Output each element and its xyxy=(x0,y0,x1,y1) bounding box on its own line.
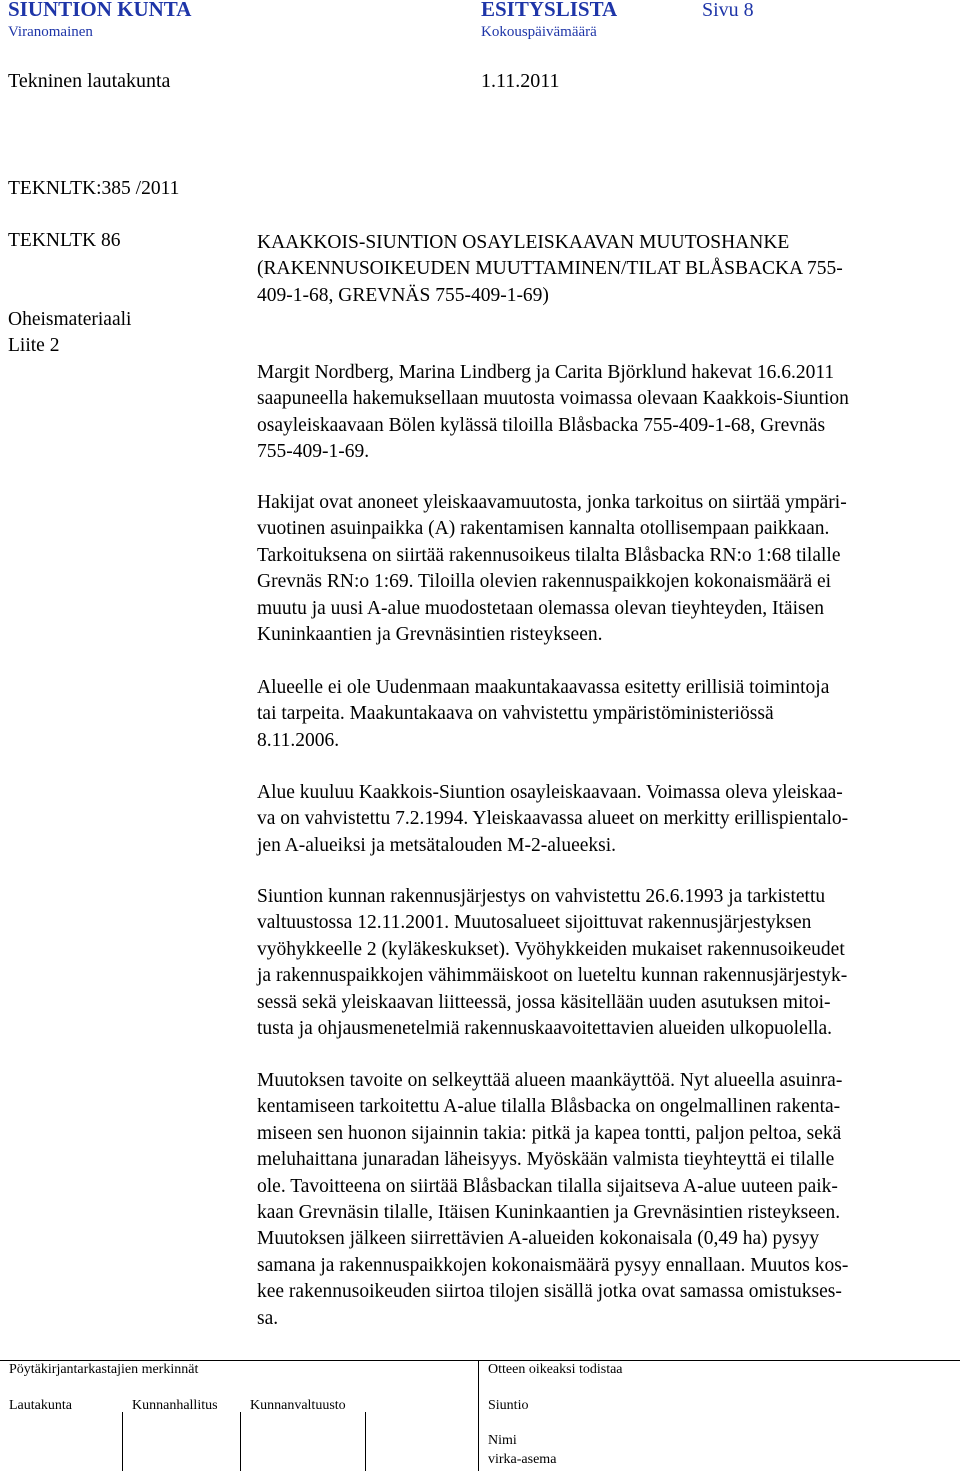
paragraph-line: meluhaittana junaradan läheisyys. Myöskään valmista tieyhteyttä ei tilalle xyxy=(257,1149,835,1171)
paragraph-line: vyöhykkeelle 2 (kyläkeskukset). Vyöhykkeiden mukaiset rakennusoikeudet xyxy=(257,938,845,960)
paragraph xyxy=(257,360,945,466)
paragraph xyxy=(257,884,945,1042)
date-label: Kokouspäivämäärä xyxy=(481,24,597,40)
item-title-line: (RAKENNUSOIKEUDEN MUUTTAMINEN/TILAT BLÅSBACKA 755- xyxy=(257,258,843,280)
paragraph-line: Kuninkaantien ja Grevnäsintien risteykseen. xyxy=(257,624,603,646)
footer-position-label: virka-asema xyxy=(488,1452,557,1467)
paragraph xyxy=(257,1068,945,1332)
paragraph-line: valtuustossa 12.11.2001. Muutosalueet sijoittuvat rakennusjärjestyksen xyxy=(257,912,812,934)
footer-body-kunnanhallitus: Kunnanhallitus xyxy=(132,1398,218,1413)
paragraph-line: kee rakennusoikeuden siirtoa tilojen sisällä jotka ovat samassa omistukses- xyxy=(257,1281,842,1303)
footer-column-divider xyxy=(240,1412,241,1471)
paragraph-line: 8.11.2006. xyxy=(257,729,340,751)
paragraph-line: Alueelle ei ole Uudenmaan maakuntakaavassa esitetty erillisiä toimintoja xyxy=(257,677,830,698)
attachment-label: Oheismateriaali xyxy=(8,309,132,330)
paragraph-line: ja rakennuspaikkojen vähimmäiskoot on lueteltu kunnan rakennusjärjestyk- xyxy=(257,965,848,987)
reviewers-label: Pöytäkirjantarkastajien merkinnät xyxy=(9,1362,199,1377)
item-title-line: 409-1-68, GREVNÄS 755-409-1-69) xyxy=(257,284,549,306)
org-name: SIUNTION KUNTA xyxy=(8,0,192,21)
item-title xyxy=(257,230,945,309)
footer-column-divider xyxy=(365,1412,366,1471)
paragraph-line: samana ja rakennuspaikkojen kokonaismäärä pysyy ennallaan. Muutos kos- xyxy=(257,1254,849,1276)
document-type: ESITYSLISTA xyxy=(481,0,618,21)
item-title-line: KAAKKOIS-SIUNTION OSAYLEISKAAVAN MUUTOSHANKE xyxy=(257,232,790,253)
footer-name-label: Nimi xyxy=(488,1433,517,1448)
paragraph-line: jen A-alueiksi ja metsätalouden M-2-alueeksi. xyxy=(257,834,617,856)
footer-body-kunnanvaltuusto: Kunnanvaltuusto xyxy=(250,1398,346,1413)
item-number: TEKNLTK 86 xyxy=(8,230,121,251)
footer-place: Siuntio xyxy=(488,1398,529,1413)
paragraph xyxy=(257,675,945,754)
paragraph-line: Grevnäs RN:o 1:69. Tiloilla olevien rakennuspaikkojen kokonaismäärä ei xyxy=(257,571,832,593)
page-number: Sivu 8 xyxy=(702,0,754,21)
paragraph-line: sessä sekä yleiskaavan liitteessä, jossa käsitellään uuden asutuksen mitoi- xyxy=(257,991,831,1013)
paragraph-line: Alue kuuluu Kaakkois-Siuntion osayleiskaavaan. Voimassa oleva yleiskaa- xyxy=(257,782,843,803)
paragraph-line: Muutoksen tavoite on selkeyttää alueen maankäyttöä. Nyt alueella asuinra- xyxy=(257,1070,843,1091)
paragraph-line: muutu ja uusi A-alue muodostetaan olemassa olevan tieyhteyden, Itäisen xyxy=(257,597,824,619)
paragraph-line: kaan Grevnäsin tilalle, Itäisen Kuninkaantien ja Grevnäsintien risteykseen. xyxy=(257,1202,841,1224)
case-reference: TEKNLTK:385 /2011 xyxy=(8,178,180,199)
paragraph-line: vuotinen asuinpaikka (A) rakentamisen kannalta otollisempaan paikkaan. xyxy=(257,518,830,540)
paragraph-line: tai tarpeita. Maakuntakaava on vahvistettu ympäristöministeriössä xyxy=(257,703,774,725)
paragraph-line: Siuntion kunnan rakennusjärjestys on vahvistettu 26.6.1993 ja tarkistettu xyxy=(257,886,826,907)
paragraph-line: osayleiskaavaan Bölen kylässä tiloilla Blåsbacka 755-409-1-68, Grevnäs xyxy=(257,414,826,436)
paragraph-line: 755-409-1-69. xyxy=(257,441,370,463)
true-copy-label: Otteen oikeaksi todistaa xyxy=(488,1362,623,1377)
footer-divider xyxy=(0,1360,960,1361)
paragraph xyxy=(257,490,945,648)
paragraph-line: va on vahvistettu 7.2.1994. Yleiskaavassa alueet on merkitty erillispientalo- xyxy=(257,808,849,830)
paragraph-line: saapuneella hakemuksellaan muutosta voimassa olevaan Kaakkois-Siuntion xyxy=(257,388,849,410)
footer-column-divider xyxy=(122,1412,123,1471)
paragraph-line: Muutoksen jälkeen siirrettävien A-alueiden kokonaisala (0,49 ha) pysyy xyxy=(257,1228,820,1250)
paragraph-line: Tarkoituksena on siirtää rakennusoikeus tilalta Blåsbacka RN:o 1:68 tilalle xyxy=(257,544,841,566)
footer-body-lautakunta: Lautakunta xyxy=(9,1398,72,1413)
paragraph xyxy=(257,780,945,859)
paragraph-line: tusta ja ohjausmenetelmiä rakennuskaavoitettavien alueiden ulkopuolella. xyxy=(257,1018,833,1040)
attachment-name: Liite 2 xyxy=(8,335,60,356)
paragraph-line: miseen sen huonon sijainnin takia: pitkä ja kapea tontti, paljon peltoa, sekä xyxy=(257,1122,842,1144)
paragraph-line: Hakijat ovat anoneet yleiskaavamuutosta, jonka tarkoitus on siirtää ympäri- xyxy=(257,492,847,513)
paragraph-line: Margit Nordberg, Marina Lindberg ja Carita Björklund hakevat 16.6.2011 xyxy=(257,362,835,383)
paragraph-line: ole. Tavoitteena on siirtää Blåsbackan tilalla sijaitseva A-alue uuteen paik- xyxy=(257,1175,838,1197)
paragraph-line: sa. xyxy=(257,1307,279,1329)
meeting-date: 1.11.2011 xyxy=(481,70,560,92)
footer-column-divider xyxy=(478,1360,479,1471)
authority-name: Tekninen lautakunta xyxy=(8,70,171,92)
authority-label: Viranomainen xyxy=(8,24,93,40)
paragraph-line: kentamiseen tarkoitettu A-alue tilalla Blåsbacka on ongelmallinen rakenta- xyxy=(257,1096,841,1118)
